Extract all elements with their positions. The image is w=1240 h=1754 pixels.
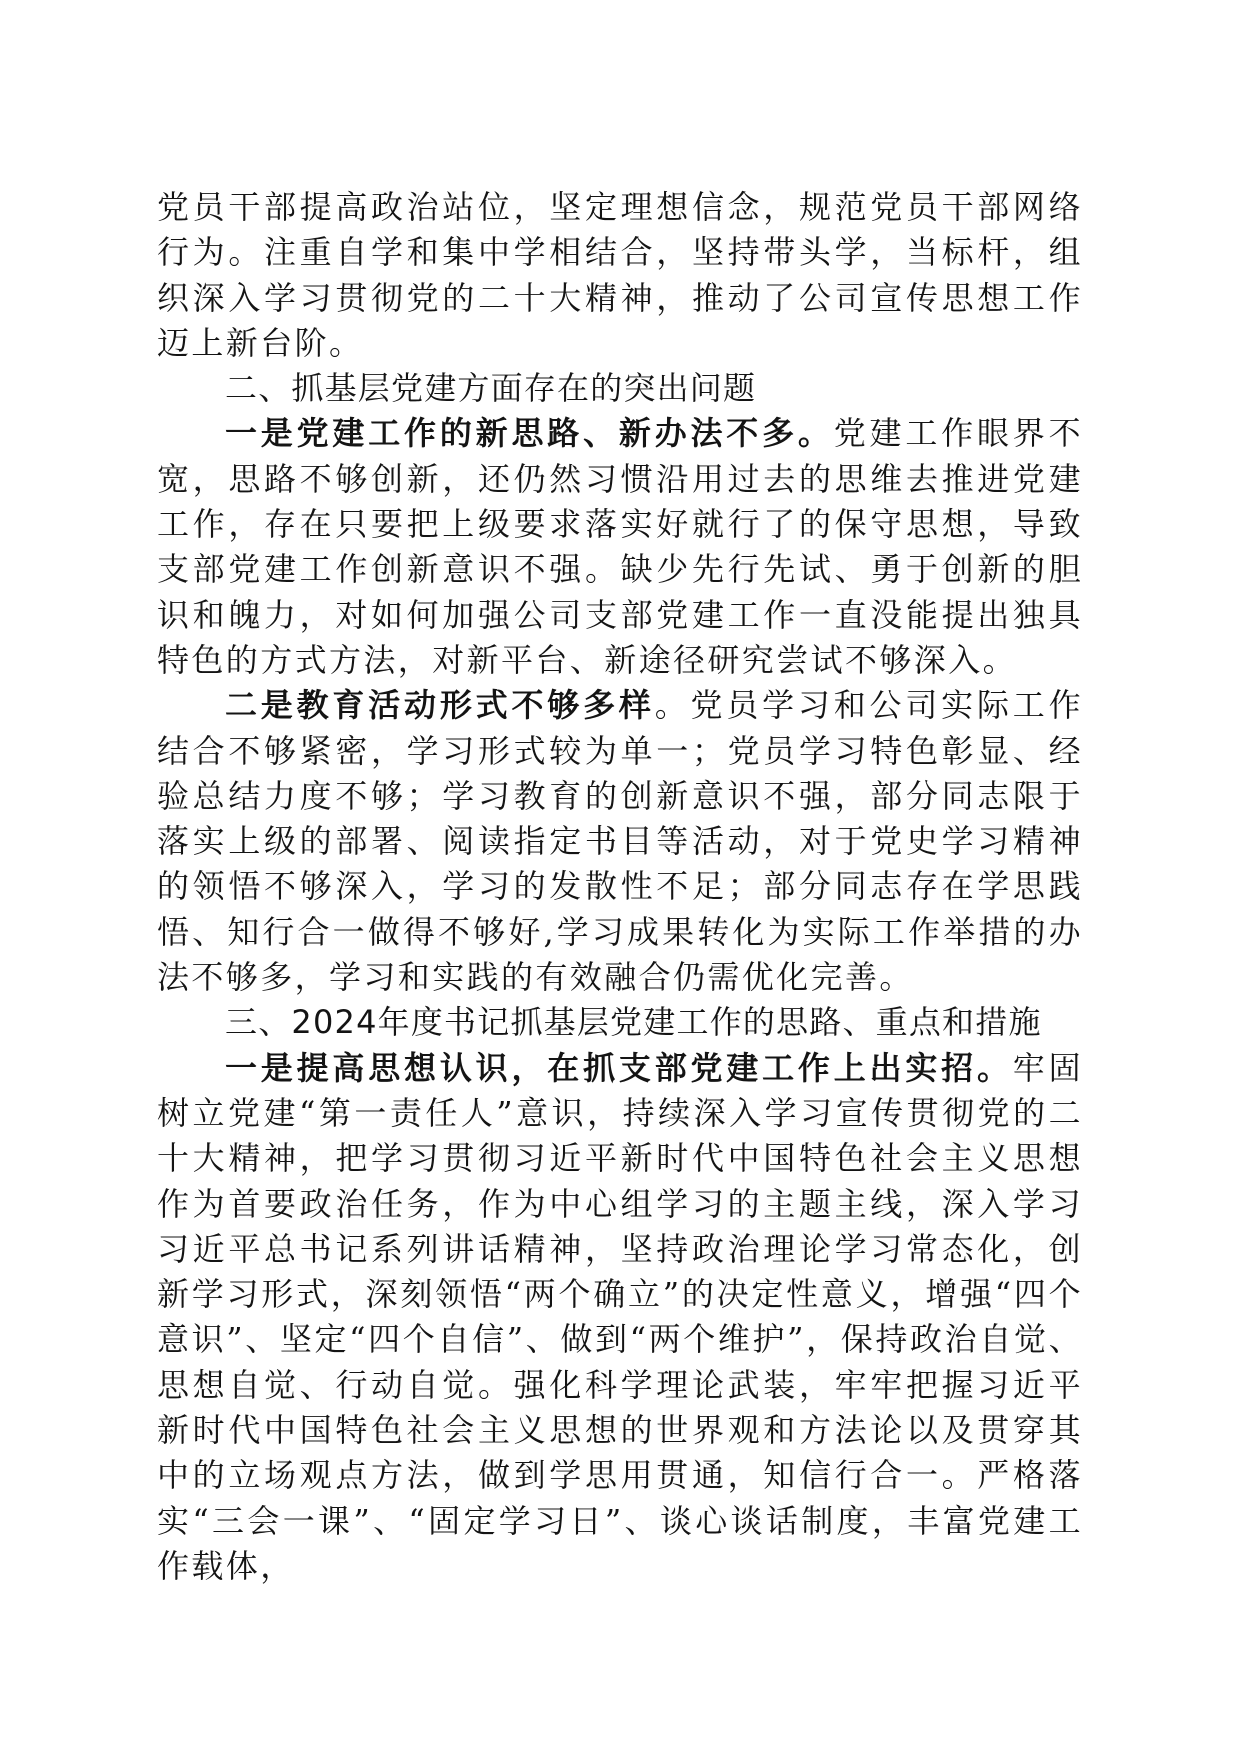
section-2-item-2-body: 。党员学习和公司实际工作结合不够紧密，学习形式较为单一；党员学习特色彰显、经验总结力度不够；学习教育的创新意识不强，部分同志限于落实上级的部署、阅读指定书目等活动，对于党史学习精神的领悟不够深入，学习的发散性不足；部分同志存在学思践悟、知行合一做得不够好,学习成果转化为实际工作举措的办法不够多，学习和实践的有效融合仍需优化完善。: [157, 686, 1083, 997]
section-3-heading: 三、2024年度书记抓基层党建工作的思路、重点和措施: [225, 1003, 1042, 1042]
section-2-item-1: [157, 411, 1083, 683]
intro-paragraph: [157, 185, 1083, 366]
section-3-item-1-body: 牢固树立党建“第一责任人”意识，持续深入学习宣传贯彻党的二十大精神，把学习贯彻习近平新时代中国特色社会主义思想作为首要政治任务，作为中心组学习的主题主线，深入学习习近平总书记系列讲话精神，坚持政治理论学习常态化，创新学习形式，深刻领悟“两个确立”的决定性意义，增强“四个意识”、坚定“四个自信”、做到“两个维护”，保持政治自觉、思想自觉、行动自觉。强化科学理论武装，牢牢把握习近平新时代中国特色社会主义思想的世界观和方法论以及贯穿其中的立场观点方法，做到学思用贯通，知信行合一。严格落实“三会一课”、“固定学习日”、谈心谈话制度，丰富党建工作载体，: [157, 1048, 1083, 1585]
document-body: [157, 185, 1083, 1589]
section-2-heading: 二、抓基层党建方面存在的突出问题: [225, 369, 757, 408]
section-2-item-1-body: 党建工作眼界不宽，思路不够创新，还仍然习惯沿用过去的思维去推进党建工作，存在只要把上级要求落实好就行了的保守思想，导致支部党建工作创新意识不强。缺少先行先试、勇于创新的胆识和魄力，对如何加强公司支部党建工作一直没能提出独具特色的方式方法，对新平台、新途径研究尝试不够深入。: [157, 414, 1083, 679]
section-2-item-1-lead: 一是党建工作的新思路、新办法不多。: [225, 414, 834, 453]
section-3-item-1: [157, 1046, 1083, 1590]
intro-paragraph-text: 党员干部提高政治站位，坚定理想信念，规范党员干部网络行为。注重自学和集中学相结合，坚持带头学，当标杆，组织深入学习贯彻党的二十大精神，推动了公司宣传思想工作迈上新台阶。: [157, 188, 1083, 362]
section-2-item-2-lead: 二是教育活动形式不够多样: [225, 686, 655, 725]
section-2-item-2: [157, 683, 1083, 1000]
section-3-item-1-lead: 一是提高思想认识，在抓支部党建工作上出实招。: [225, 1048, 1013, 1087]
